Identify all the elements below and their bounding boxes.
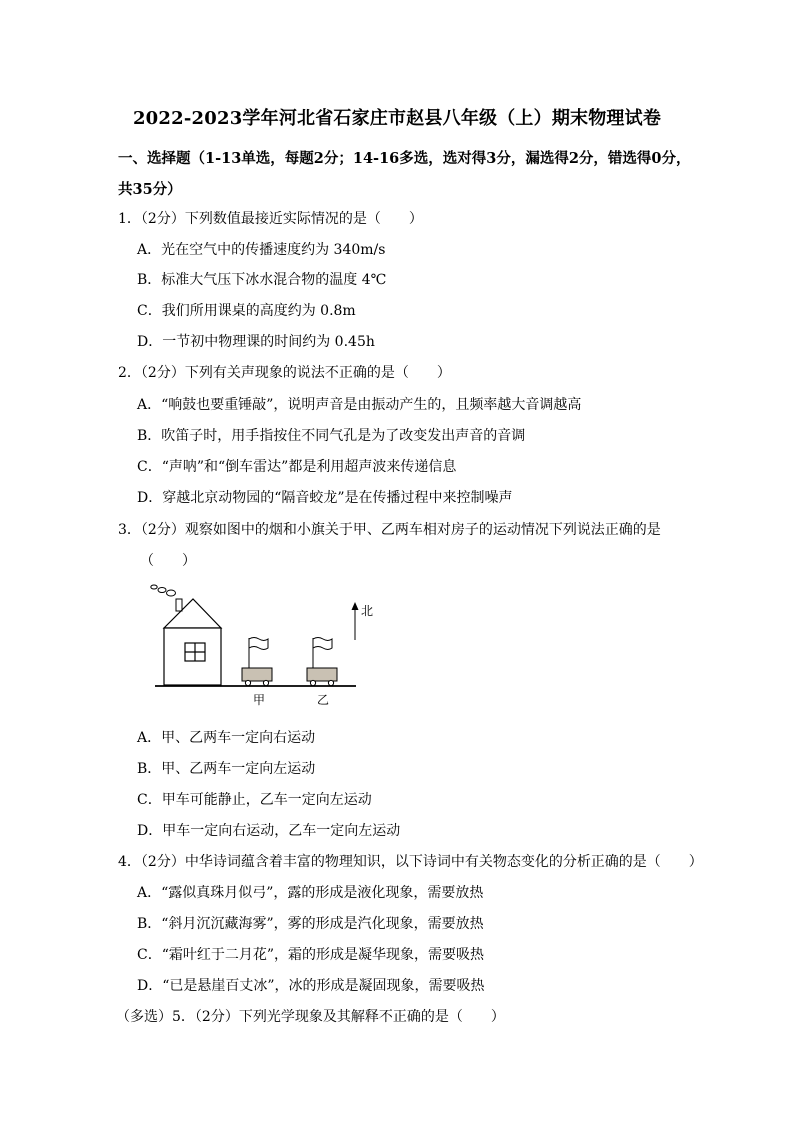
- question-2-stem: 2．（2分）下列有关声现象的说法不正确的是（ ）: [118, 365, 451, 381]
- car-jia-label: 甲: [253, 693, 266, 707]
- question-1-option-c: C．我们所用课桌的高度约为 0.8m: [137, 303, 356, 319]
- question-1-stem: 1．（2分）下列数值最接近实际情况的是（ ）: [118, 211, 423, 227]
- question-5-stem: （多选）5．（2分）下列光学现象及其解释不正确的是（ ）: [116, 1009, 505, 1025]
- question-3-option-b: B．甲、乙两车一定向左运动: [137, 761, 316, 777]
- question-1-option-b: B．标准大气压下冰水混合物的温度 4℃: [137, 272, 387, 288]
- chimney-icon: [176, 599, 182, 611]
- question-1-option-d: D．一节初中物理课的时间约为 0.45h: [137, 334, 375, 350]
- section-heading-line2: 共35分）: [118, 181, 182, 198]
- question-2-option-c: C．“声呐”和“倒车雷达”都是利用超声波来传递信息: [137, 459, 457, 475]
- house-icon: [164, 599, 221, 685]
- north-arrow-icon: [352, 602, 359, 640]
- question-4-option-a: A．“露似真珠月似弓”，露的形成是液化现象，需要放热: [137, 885, 484, 901]
- question-1-option-a: A．光在空气中的传播速度约为 340m/s: [137, 242, 386, 258]
- section-heading-line1: 一、选择题（1-13单选，每题2分；14-16多选，选对得3分，漏选得2分，错选得0分，: [118, 150, 691, 167]
- question-3-stem: 3．（2分）观察如图中的烟和小旗关于甲、乙两车相对房子的运动情况下列说法正确的是: [118, 522, 661, 538]
- page-title: 2022-2023学年河北省石家庄市赵县八年级（上）期末物理试卷: [132, 108, 662, 129]
- question-4-option-b: B．“斜月沉沉藏海雾”，雾的形成是汽化现象，需要放热: [137, 916, 484, 932]
- question-3-figure: [150, 580, 380, 715]
- question-3-option-a: A．甲、乙两车一定向右运动: [137, 730, 316, 746]
- question-3-option-d: D．甲车一定向右运动，乙车一定向左运动: [137, 823, 401, 839]
- question-2-option-b: B．吹笛子时，用手指按住不同气孔是为了改变发出声音的音调: [137, 428, 526, 444]
- question-4-option-d: D．“已是悬崖百丈冰”，冰的形成是凝固现象，需要吸热: [137, 978, 485, 994]
- question-2-option-d: D．穿越北京动物园的“隔音蛟龙”是在传播过程中来控制噪声: [137, 490, 513, 506]
- question-2-option-a: A．“响鼓也要重锤敲”，说明声音是由振动产生的，且频率越大音调越高: [137, 397, 582, 413]
- car-yi-icon: [307, 638, 337, 686]
- question-3-answer-paren: （ ）: [140, 553, 196, 569]
- north-label: 北: [361, 604, 374, 618]
- question-3-option-c: C．甲车可能静止，乙车一定向左运动: [137, 792, 372, 808]
- car-yi-label: 乙: [317, 693, 330, 707]
- smoke-icon: [151, 585, 176, 596]
- car-jia-icon: [242, 638, 272, 686]
- question-4-stem: 4．（2分）中华诗词蕴含着丰富的物理知识，以下诗词中有关物态变化的分析正确的是（ ）: [118, 854, 703, 870]
- question-4-option-c: C．“霜叶红于二月花”，霜的形成是凝华现象，需要吸热: [137, 947, 485, 963]
